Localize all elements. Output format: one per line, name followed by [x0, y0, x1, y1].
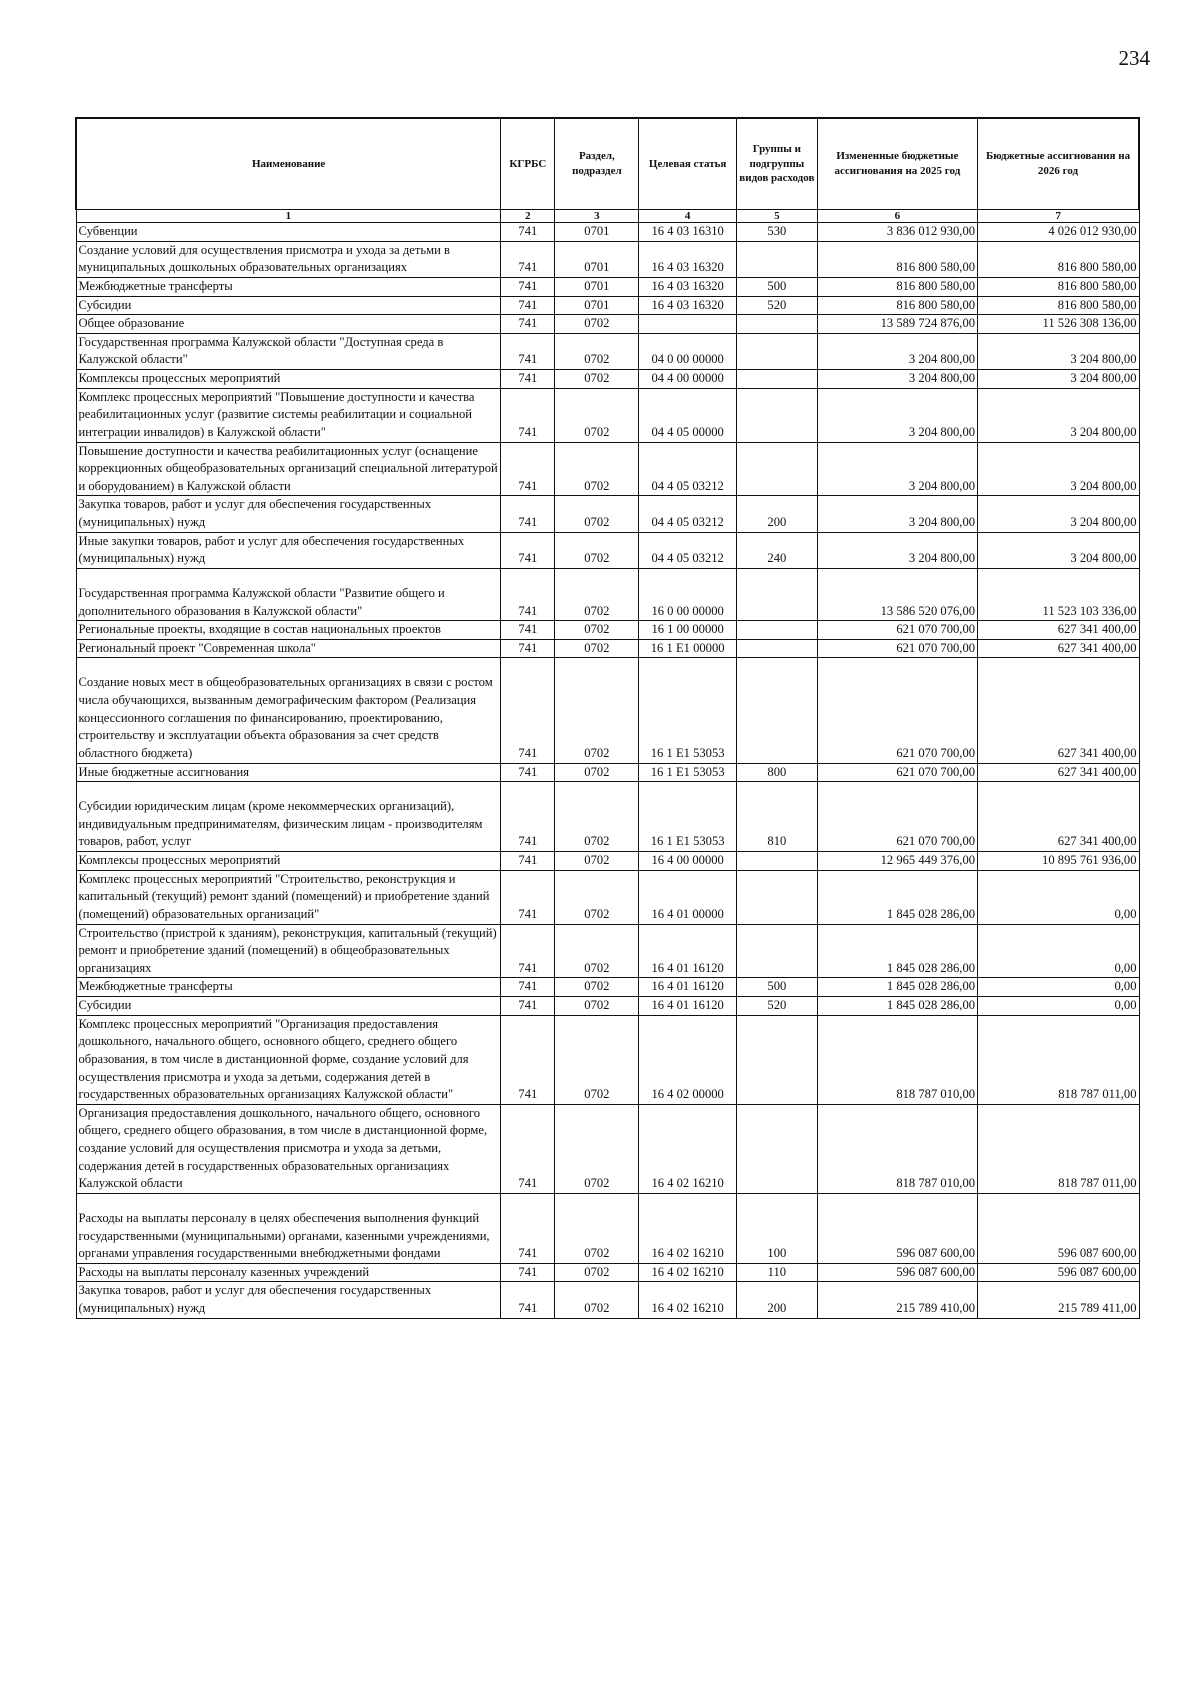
cell-kgrbs: 741 — [501, 532, 555, 568]
cell-budget-2026: 0,00 — [978, 870, 1139, 924]
cell-group: 520 — [737, 296, 818, 315]
cell-kgrbs: 741 — [501, 388, 555, 442]
header-section: Раздел, подраздел — [555, 118, 639, 210]
cell-kgrbs: 741 — [501, 852, 555, 871]
cell-group — [737, 621, 818, 640]
table-row — [76, 568, 1139, 620]
cell-name: Комплексы процессных мероприятий — [76, 370, 501, 389]
cell-target: 16 4 00 00000 — [639, 852, 737, 871]
cell-name: Расходы на выплаты персоналу казенных учреждений — [76, 1263, 501, 1282]
cell-section: 0702 — [555, 568, 639, 620]
cell-budget-2026: 816 800 580,00 — [978, 277, 1139, 296]
cell-section: 0701 — [555, 223, 639, 242]
cell-kgrbs: 741 — [501, 223, 555, 242]
cell-group: 200 — [737, 1282, 818, 1318]
cell-kgrbs: 741 — [501, 333, 555, 369]
header-groups: Группы и подгруппы видов расходов — [737, 118, 818, 210]
page-number: 234 — [1118, 46, 1150, 70]
cell-name: Закупка товаров, работ и услуг для обеспечения государственных (муниципальных) нужд — [76, 496, 501, 532]
cell-kgrbs: 741 — [501, 315, 555, 334]
cell-section: 0702 — [555, 924, 639, 978]
cell-budget-2026: 818 787 011,00 — [978, 1015, 1139, 1104]
cell-budget-2025: 596 087 600,00 — [817, 1193, 977, 1263]
cell-name: Общее образование — [76, 315, 501, 334]
cell-group — [737, 370, 818, 389]
cell-kgrbs: 741 — [501, 782, 555, 852]
cell-budget-2026: 627 341 400,00 — [978, 621, 1139, 640]
cell-group — [737, 333, 818, 369]
table-row — [76, 852, 1139, 871]
cell-budget-2025: 816 800 580,00 — [817, 241, 977, 277]
cell-name: Региональный проект "Современная школа" — [76, 639, 501, 658]
cell-budget-2026: 3 204 800,00 — [978, 370, 1139, 389]
cell-name: Закупка товаров, работ и услуг для обеспечения государственных (муниципальных) нужд — [76, 1282, 501, 1318]
cell-target: 16 4 01 16120 — [639, 978, 737, 997]
table-row — [76, 621, 1139, 640]
cell-kgrbs: 741 — [501, 277, 555, 296]
column-number-row — [76, 210, 1139, 223]
cell-target: 16 4 03 16310 — [639, 223, 737, 242]
cell-section: 0702 — [555, 315, 639, 334]
cell-kgrbs: 741 — [501, 1015, 555, 1104]
cell-budget-2026: 0,00 — [978, 997, 1139, 1016]
table-row — [76, 763, 1139, 782]
cell-name: Комплекс процессных мероприятий "Строительство, реконструкция и капитальный (текущий) ремонт зданий (помещений) и приобретение зданий (помещений) образовательных организаций" — [76, 870, 501, 924]
cell-kgrbs: 741 — [501, 924, 555, 978]
cell-name: Государственная программа Калужской области "Развитие общего и дополнительного образования в Калужской области" — [76, 568, 501, 620]
cell-budget-2026: 627 341 400,00 — [978, 763, 1139, 782]
cell-section: 0702 — [555, 978, 639, 997]
cell-target: 16 4 01 16120 — [639, 924, 737, 978]
cell-target: 04 4 05 03212 — [639, 496, 737, 532]
cell-section: 0702 — [555, 658, 639, 763]
cell-budget-2025: 818 787 010,00 — [817, 1104, 977, 1193]
cell-group — [737, 639, 818, 658]
cell-budget-2026: 816 800 580,00 — [978, 296, 1139, 315]
cell-budget-2026: 215 789 411,00 — [978, 1282, 1139, 1318]
cell-budget-2026: 627 341 400,00 — [978, 782, 1139, 852]
table-row — [76, 277, 1139, 296]
cell-target: 16 4 03 16320 — [639, 241, 737, 277]
cell-target: 16 1 Е1 53053 — [639, 763, 737, 782]
cell-kgrbs: 741 — [501, 296, 555, 315]
cell-target: 16 4 01 16120 — [639, 997, 737, 1016]
cell-budget-2025: 3 204 800,00 — [817, 388, 977, 442]
cell-kgrbs: 741 — [501, 370, 555, 389]
table-row — [76, 639, 1139, 658]
cell-target: 04 0 00 00000 — [639, 333, 737, 369]
table-row — [76, 924, 1139, 978]
cell-budget-2025: 3 204 800,00 — [817, 532, 977, 568]
cell-name: Государственная программа Калужской области "Доступная среда в Калужской области" — [76, 333, 501, 369]
cell-group — [737, 241, 818, 277]
cell-budget-2025: 621 070 700,00 — [817, 639, 977, 658]
table-body — [76, 223, 1139, 1319]
table-row — [76, 333, 1139, 369]
table-row — [76, 870, 1139, 924]
cell-group: 500 — [737, 978, 818, 997]
cell-kgrbs: 741 — [501, 1193, 555, 1263]
cell-section: 0702 — [555, 852, 639, 871]
cell-budget-2025: 621 070 700,00 — [817, 763, 977, 782]
table-row — [76, 997, 1139, 1016]
column-number: 2 — [501, 210, 555, 223]
table-row — [76, 496, 1139, 532]
table-row — [76, 1282, 1139, 1318]
cell-name: Субвенции — [76, 223, 501, 242]
cell-name: Повышение доступности и качества реабилитационных услуг (оснащение коррекционных общеобразовательных организаций специальной литературой и оборудованием) в Калужской области — [76, 442, 501, 496]
cell-target: 16 4 02 16210 — [639, 1282, 737, 1318]
cell-name: Строительство (пристрой к зданиям), реконструкция, капитальный (текущий) ремонт и приобретение зданий (помещений) в общеобразовательных организациях — [76, 924, 501, 978]
cell-section: 0702 — [555, 997, 639, 1016]
cell-group — [737, 852, 818, 871]
table-row — [76, 1263, 1139, 1282]
cell-section: 0702 — [555, 763, 639, 782]
cell-budget-2025: 621 070 700,00 — [817, 658, 977, 763]
cell-budget-2025: 818 787 010,00 — [817, 1015, 977, 1104]
table-row — [76, 978, 1139, 997]
cell-budget-2025: 621 070 700,00 — [817, 782, 977, 852]
cell-budget-2026: 627 341 400,00 — [978, 639, 1139, 658]
cell-budget-2025: 621 070 700,00 — [817, 621, 977, 640]
cell-kgrbs: 741 — [501, 496, 555, 532]
cell-section: 0702 — [555, 1104, 639, 1193]
cell-kgrbs: 741 — [501, 241, 555, 277]
cell-section: 0702 — [555, 621, 639, 640]
cell-name: Субсидии — [76, 997, 501, 1016]
cell-budget-2026: 0,00 — [978, 924, 1139, 978]
cell-name: Региональные проекты, входящие в состав национальных проектов — [76, 621, 501, 640]
cell-budget-2025: 1 845 028 286,00 — [817, 924, 977, 978]
cell-target: 04 4 05 00000 — [639, 388, 737, 442]
cell-section: 0702 — [555, 388, 639, 442]
cell-target: 16 4 01 00000 — [639, 870, 737, 924]
cell-budget-2025: 3 204 800,00 — [817, 370, 977, 389]
cell-budget-2025: 1 845 028 286,00 — [817, 870, 977, 924]
header-budget-2026: Бюджетные ассигнования на 2026 год — [978, 118, 1139, 210]
cell-group — [737, 442, 818, 496]
table-row — [76, 658, 1139, 763]
cell-budget-2026: 816 800 580,00 — [978, 241, 1139, 277]
cell-group: 240 — [737, 532, 818, 568]
cell-budget-2026: 596 087 600,00 — [978, 1193, 1139, 1263]
cell-name: Комплексы процессных мероприятий — [76, 852, 501, 871]
cell-kgrbs: 741 — [501, 763, 555, 782]
cell-budget-2026: 596 087 600,00 — [978, 1263, 1139, 1282]
cell-name: Субсидии юридическим лицам (кроме некоммерческих организаций), индивидуальным предпринимателям, физическим лицам - производителям товаров, работ, услуг — [76, 782, 501, 852]
cell-budget-2026: 0,00 — [978, 978, 1139, 997]
cell-section: 0701 — [555, 296, 639, 315]
cell-target: 16 1 Е1 53053 — [639, 658, 737, 763]
cell-target: 04 4 05 03212 — [639, 532, 737, 568]
cell-group — [737, 388, 818, 442]
cell-name: Иные бюджетные ассигнования — [76, 763, 501, 782]
cell-budget-2026: 10 895 761 936,00 — [978, 852, 1139, 871]
cell-budget-2025: 3 204 800,00 — [817, 442, 977, 496]
table-row — [76, 1104, 1139, 1193]
cell-name: Организация предоставления дошкольного, начального общего, основного общего, среднего общего образования, в том числе в дистанционной форме, создание условий для осуществления присмотра и ухода за детьми, содержания детей в государственных образовательных организациях Калужской области — [76, 1104, 501, 1193]
cell-name: Создание новых мест в общеобразовательных организациях в связи с ростом числа обучающихся, вызванным демографическим фактором (Реализация концессионного соглашения по финансированию, проектированию, строительству и эксплуатации объекта образования за счет средств областного бюджета) — [76, 658, 501, 763]
cell-section: 0702 — [555, 442, 639, 496]
table-row — [76, 370, 1139, 389]
cell-section: 0702 — [555, 496, 639, 532]
cell-group — [737, 315, 818, 334]
cell-budget-2026: 3 204 800,00 — [978, 442, 1139, 496]
cell-kgrbs: 741 — [501, 997, 555, 1016]
column-number: 1 — [76, 210, 501, 223]
cell-target: 16 4 02 16210 — [639, 1263, 737, 1282]
table-row — [76, 296, 1139, 315]
cell-kgrbs: 741 — [501, 1282, 555, 1318]
cell-section: 0702 — [555, 1193, 639, 1263]
cell-target: 04 4 00 00000 — [639, 370, 737, 389]
cell-section: 0702 — [555, 782, 639, 852]
header-budget-2025: Измененные бюджетные ассигнования на 2025 год — [817, 118, 977, 210]
cell-budget-2025: 1 845 028 286,00 — [817, 978, 977, 997]
cell-budget-2025: 596 087 600,00 — [817, 1263, 977, 1282]
cell-kgrbs: 741 — [501, 1263, 555, 1282]
cell-budget-2026: 3 204 800,00 — [978, 388, 1139, 442]
cell-section: 0702 — [555, 532, 639, 568]
column-number: 4 — [639, 210, 737, 223]
cell-budget-2026: 11 523 103 336,00 — [978, 568, 1139, 620]
table-row — [76, 532, 1139, 568]
table-row — [76, 442, 1139, 496]
cell-group: 200 — [737, 496, 818, 532]
cell-budget-2026: 3 204 800,00 — [978, 496, 1139, 532]
cell-budget-2025: 12 965 449 376,00 — [817, 852, 977, 871]
cell-section: 0702 — [555, 870, 639, 924]
cell-name: Создание условий для осуществления присмотра и ухода за детьми в муниципальных дошкольных образовательных организациях — [76, 241, 501, 277]
cell-budget-2025: 1 845 028 286,00 — [817, 997, 977, 1016]
cell-target: 16 4 02 00000 — [639, 1015, 737, 1104]
cell-budget-2025: 3 204 800,00 — [817, 496, 977, 532]
budget-table — [75, 117, 1140, 1319]
cell-group: 810 — [737, 782, 818, 852]
cell-budget-2025: 13 586 520 076,00 — [817, 568, 977, 620]
cell-target: 16 1 00 00000 — [639, 621, 737, 640]
table-row — [76, 782, 1139, 852]
cell-group — [737, 1104, 818, 1193]
cell-budget-2026: 4 026 012 930,00 — [978, 223, 1139, 242]
header-target: Целевая статья — [639, 118, 737, 210]
cell-budget-2025: 215 789 410,00 — [817, 1282, 977, 1318]
cell-budget-2026: 627 341 400,00 — [978, 658, 1139, 763]
cell-kgrbs: 741 — [501, 978, 555, 997]
cell-section: 0701 — [555, 241, 639, 277]
cell-name: Субсидии — [76, 296, 501, 315]
cell-kgrbs: 741 — [501, 568, 555, 620]
column-number: 7 — [978, 210, 1139, 223]
cell-kgrbs: 741 — [501, 870, 555, 924]
cell-target: 16 1 Е1 00000 — [639, 639, 737, 658]
cell-target: 16 4 03 16320 — [639, 277, 737, 296]
cell-kgrbs: 741 — [501, 442, 555, 496]
cell-target: 16 0 00 00000 — [639, 568, 737, 620]
cell-name: Комплекс процессных мероприятий "Организация предоставления дошкольного, начального общего, основного общего, среднего общего образования, в том числе в дистанционной форме, создание условий для осуществления присмотра и ухода за детьми, содержания детей в государственных образовательных организациях Калужской области" — [76, 1015, 501, 1104]
cell-budget-2026: 11 526 308 136,00 — [978, 315, 1139, 334]
cell-target: 16 4 02 16210 — [639, 1193, 737, 1263]
cell-target — [639, 315, 737, 334]
cell-group: 500 — [737, 277, 818, 296]
cell-section: 0702 — [555, 1282, 639, 1318]
cell-target: 04 4 05 03212 — [639, 442, 737, 496]
header-kgrbs: КГРБС — [501, 118, 555, 210]
cell-group: 530 — [737, 223, 818, 242]
cell-section: 0702 — [555, 1263, 639, 1282]
cell-budget-2025: 3 836 012 930,00 — [817, 223, 977, 242]
cell-kgrbs: 741 — [501, 621, 555, 640]
cell-target: 16 4 02 16210 — [639, 1104, 737, 1193]
cell-target: 16 4 03 16320 — [639, 296, 737, 315]
table-row — [76, 223, 1139, 242]
cell-name: Межбюджетные трансферты — [76, 277, 501, 296]
column-number: 3 — [555, 210, 639, 223]
cell-budget-2025: 13 589 724 876,00 — [817, 315, 977, 334]
cell-section: 0702 — [555, 333, 639, 369]
table-row — [76, 388, 1139, 442]
column-number: 5 — [737, 210, 818, 223]
cell-budget-2026: 3 204 800,00 — [978, 532, 1139, 568]
cell-target: 16 1 Е1 53053 — [639, 782, 737, 852]
cell-group — [737, 1015, 818, 1104]
cell-section: 0702 — [555, 370, 639, 389]
cell-group — [737, 870, 818, 924]
cell-budget-2025: 816 800 580,00 — [817, 277, 977, 296]
cell-section: 0701 — [555, 277, 639, 296]
cell-section: 0702 — [555, 1015, 639, 1104]
cell-name: Расходы на выплаты персоналу в целях обеспечения выполнения функций государственными (муниципальными) органами, казенными учреждениями, органами управления государственными внебюджетными фондами — [76, 1193, 501, 1263]
cell-group — [737, 924, 818, 978]
table-row — [76, 241, 1139, 277]
cell-group: 800 — [737, 763, 818, 782]
cell-group: 520 — [737, 997, 818, 1016]
cell-kgrbs: 741 — [501, 1104, 555, 1193]
cell-name: Иные закупки товаров, работ и услуг для обеспечения государственных (муниципальных) нужд — [76, 532, 501, 568]
cell-group: 110 — [737, 1263, 818, 1282]
header-name: Наименование — [76, 118, 501, 210]
cell-kgrbs: 741 — [501, 639, 555, 658]
cell-budget-2026: 3 204 800,00 — [978, 333, 1139, 369]
cell-budget-2025: 816 800 580,00 — [817, 296, 977, 315]
table-row — [76, 315, 1139, 334]
cell-group — [737, 658, 818, 763]
cell-group: 100 — [737, 1193, 818, 1263]
table-header-row — [76, 118, 1139, 210]
cell-name: Комплекс процессных мероприятий "Повышение доступности и качества реабилитационных услуг (развитие системы реабилитации и социальной интеграции инвалидов) в Калужской области" — [76, 388, 501, 442]
cell-kgrbs: 741 — [501, 658, 555, 763]
cell-group — [737, 568, 818, 620]
cell-budget-2026: 818 787 011,00 — [978, 1104, 1139, 1193]
cell-name: Межбюджетные трансферты — [76, 978, 501, 997]
column-number: 6 — [817, 210, 977, 223]
cell-section: 0702 — [555, 639, 639, 658]
cell-budget-2025: 3 204 800,00 — [817, 333, 977, 369]
table-row — [76, 1193, 1139, 1263]
table-row — [76, 1015, 1139, 1104]
